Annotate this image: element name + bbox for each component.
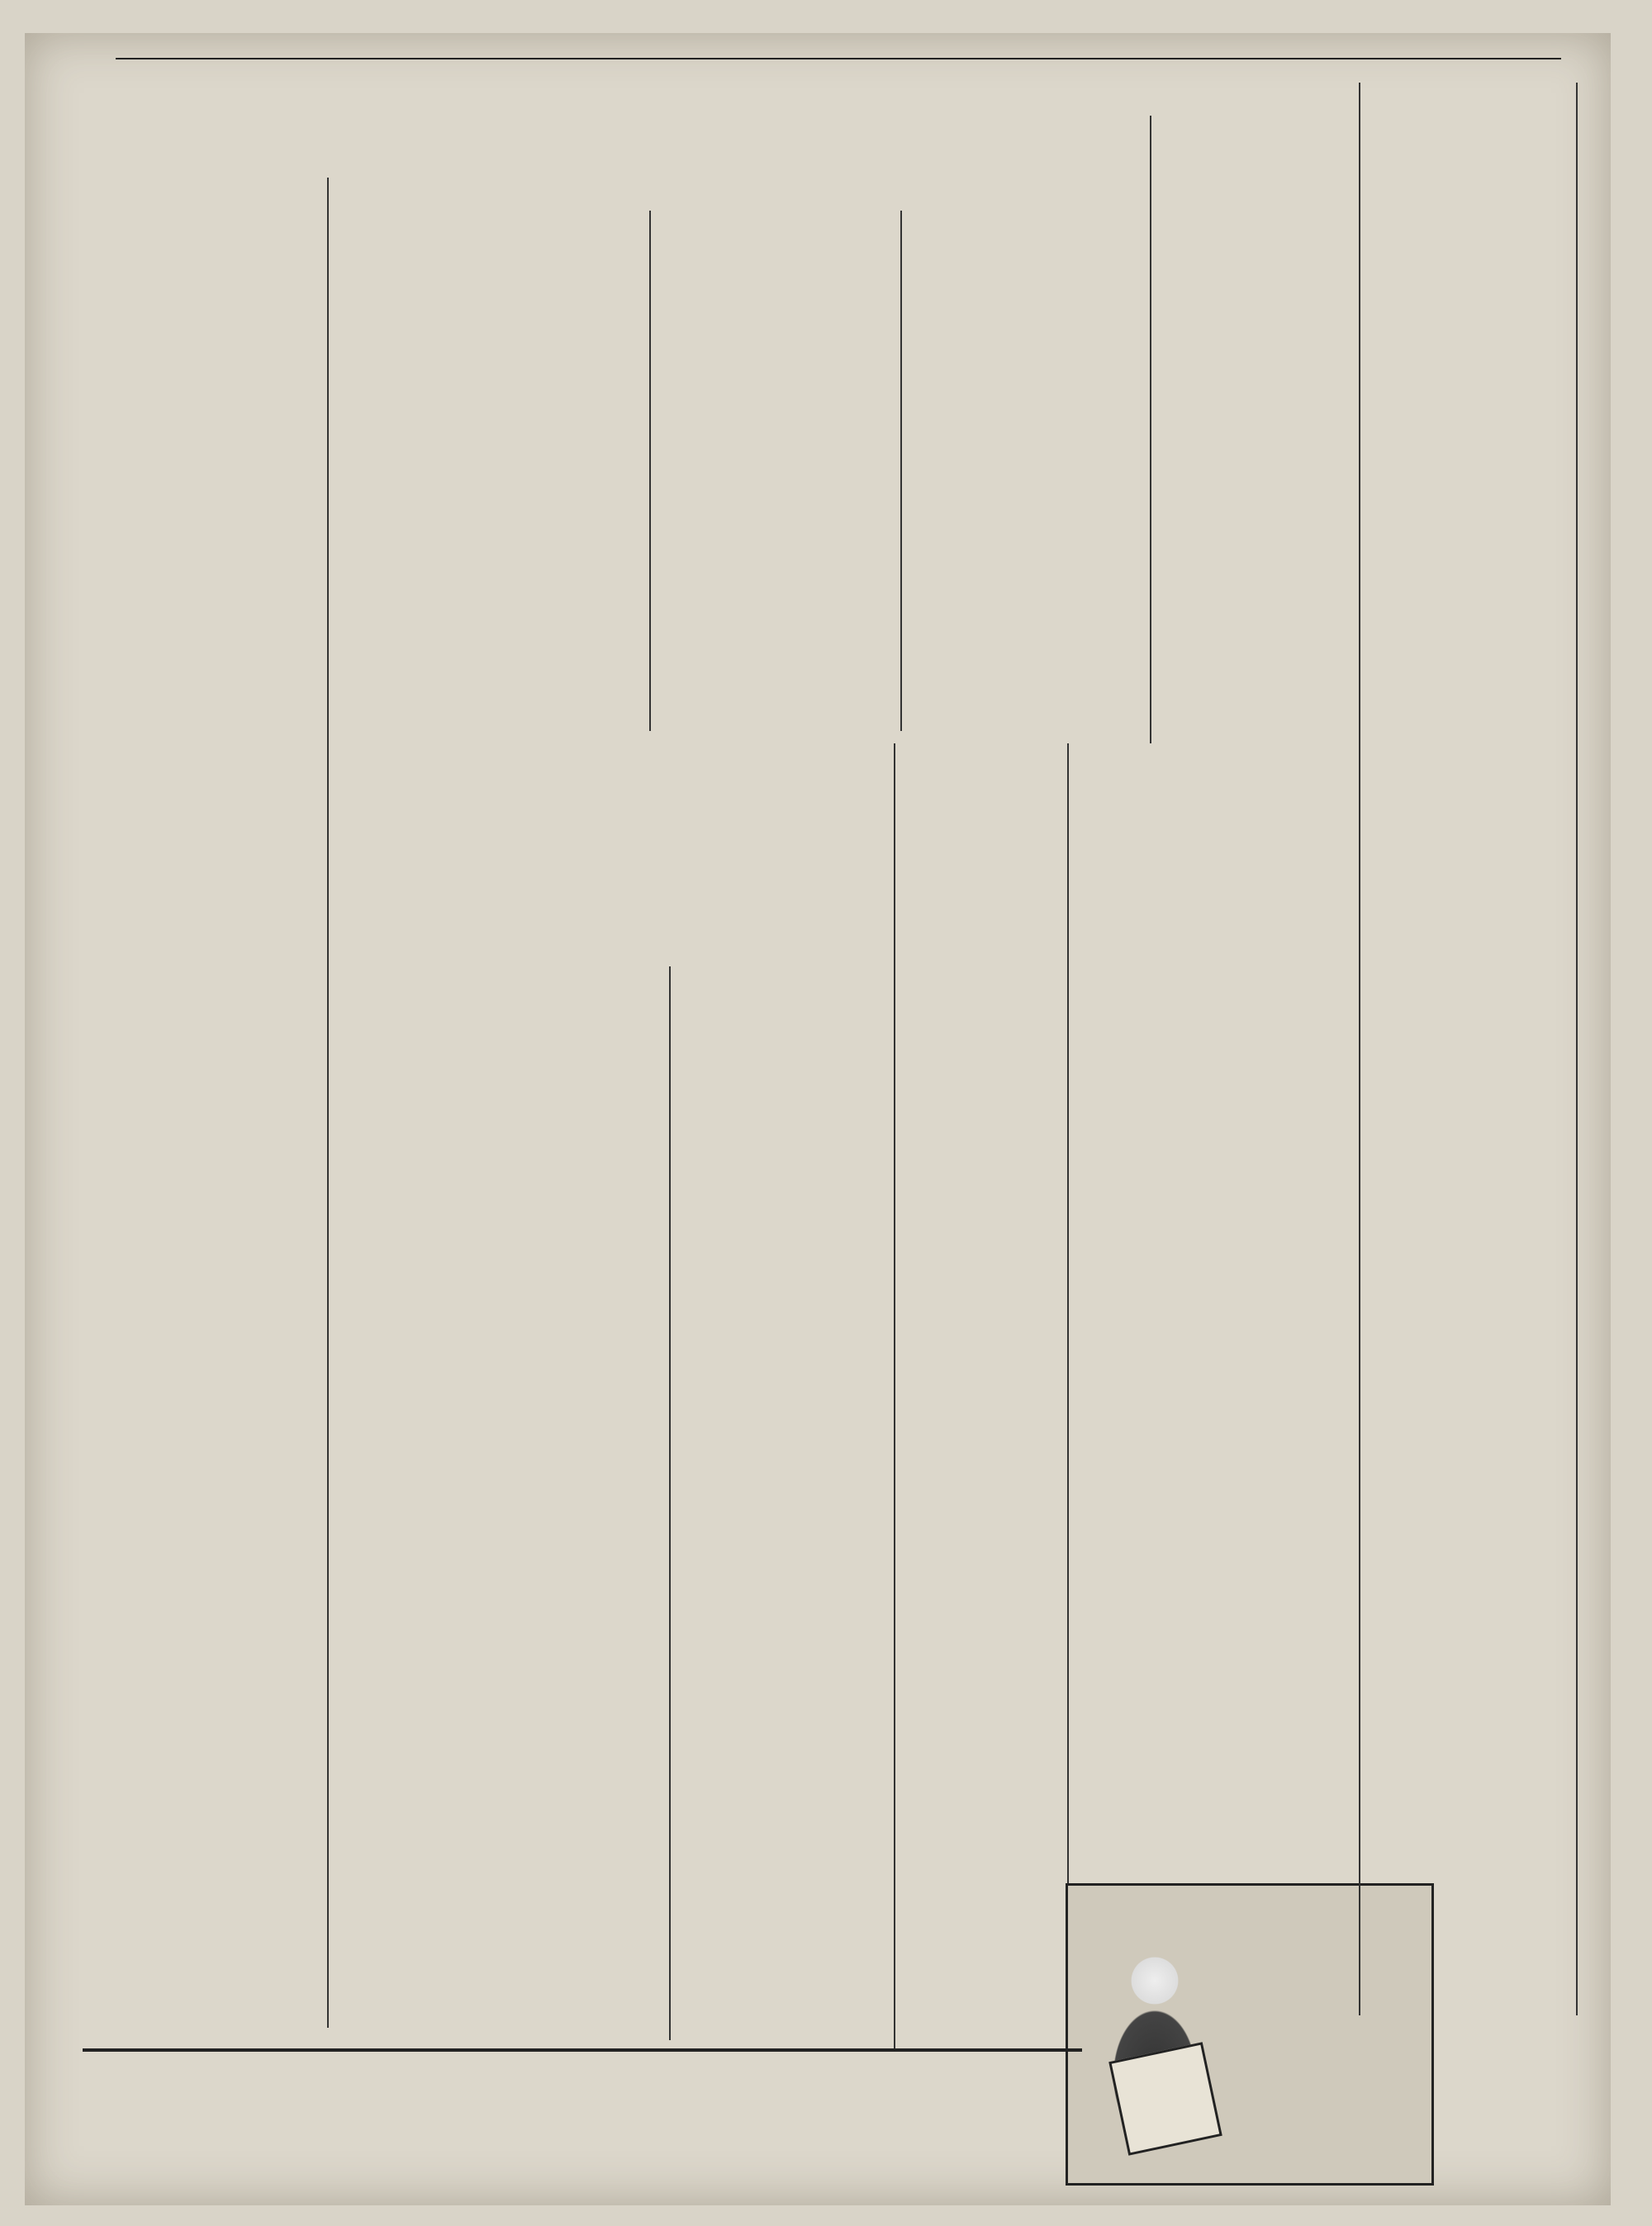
column-rule bbox=[649, 211, 651, 731]
civitavecchia-article-end bbox=[677, 842, 900, 1156]
cosenza-article bbox=[900, 1231, 1066, 1858]
running-head bbox=[116, 36, 1561, 59]
piombino-article bbox=[907, 211, 1146, 731]
intexo-ad bbox=[83, 2048, 1082, 2167]
column-rule bbox=[894, 743, 895, 2048]
grosseto-article bbox=[74, 760, 322, 2032]
column-rule bbox=[669, 966, 671, 2040]
results-column bbox=[74, 178, 322, 706]
girone-e-banner bbox=[347, 735, 1421, 809]
catania-article bbox=[1156, 186, 1355, 723]
civitavecchia-article bbox=[337, 966, 498, 2040]
main-headline bbox=[122, 63, 1064, 187]
civitavecchia-article-cont bbox=[508, 966, 665, 2040]
portogallo-article bbox=[1365, 83, 1571, 1032]
cagliari-headline-box bbox=[508, 1165, 888, 1222]
column-rule bbox=[1576, 83, 1578, 2015]
salernitana-article bbox=[1072, 743, 1258, 1867]
column-rule bbox=[1359, 83, 1360, 2015]
altri-risultati bbox=[1365, 1041, 1571, 1834]
siena-article bbox=[335, 211, 644, 731]
column-rule bbox=[327, 178, 329, 2028]
piombino-article-cont bbox=[900, 743, 1066, 1222]
fano-article bbox=[657, 211, 896, 731]
column-rule bbox=[1067, 743, 1069, 2048]
column-rule bbox=[900, 211, 902, 731]
column-rule bbox=[1150, 116, 1151, 743]
product-tin-illustration bbox=[1108, 2042, 1222, 2156]
sbiancatutto-ad bbox=[1066, 1883, 1434, 2186]
cagliari-article bbox=[679, 1231, 890, 2040]
